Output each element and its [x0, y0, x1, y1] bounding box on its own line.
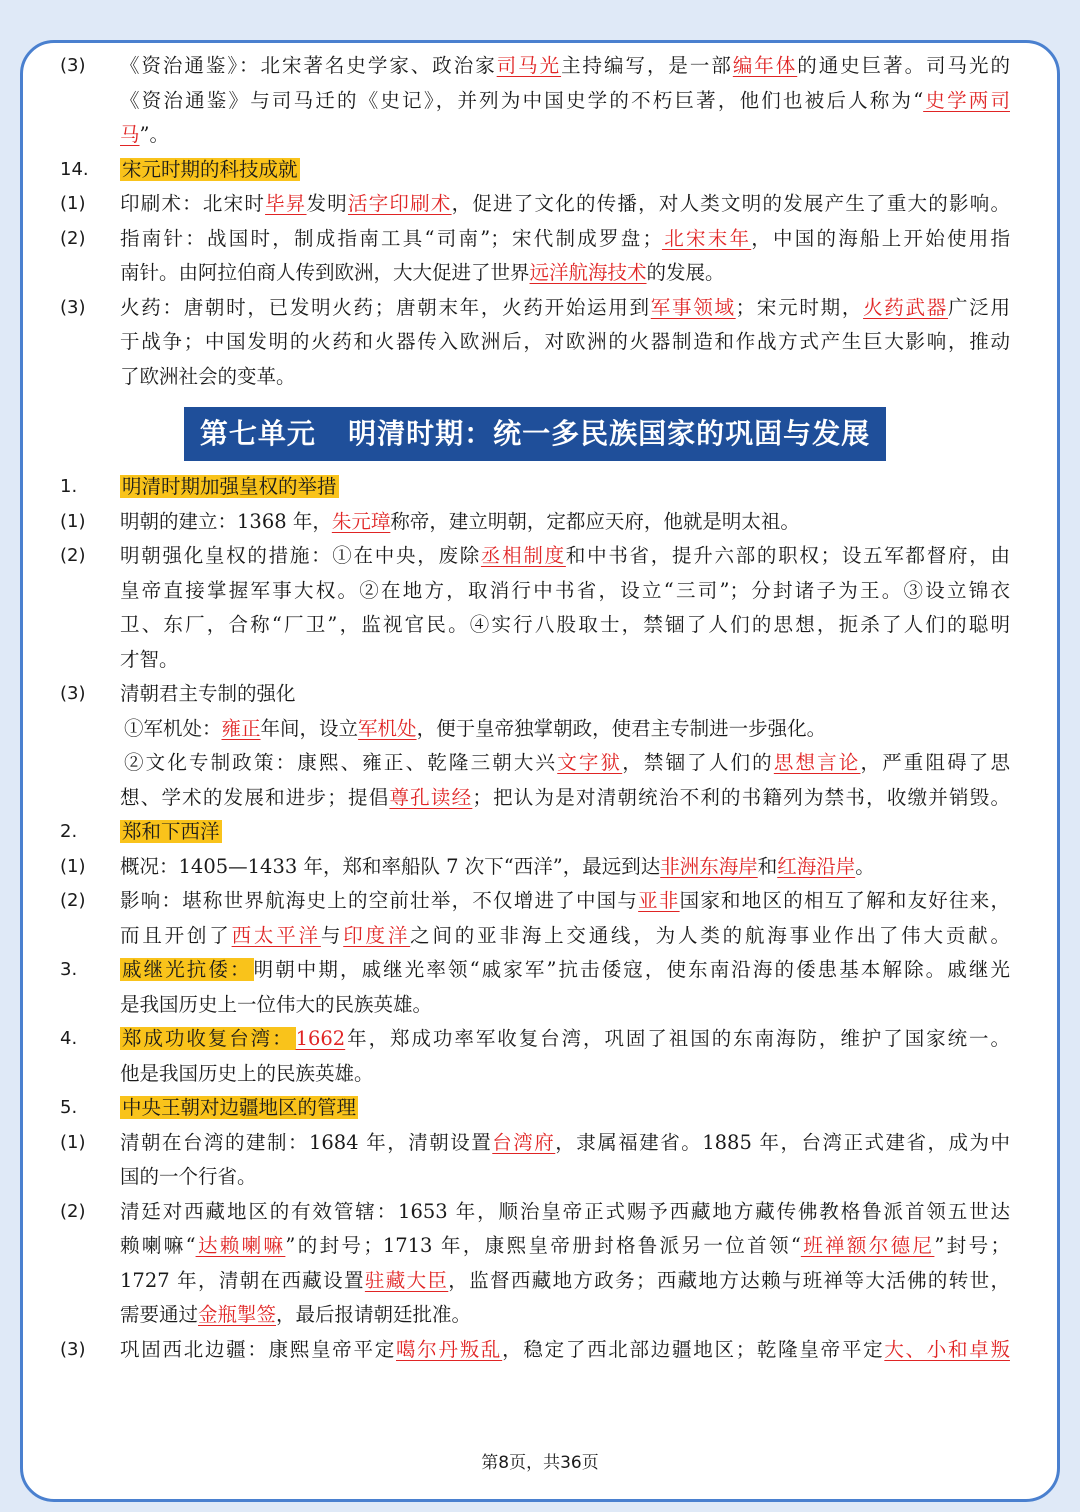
text-line: [60, 919, 1010, 954]
line-text: 才智。: [120, 647, 179, 671]
keyword: 文字狱: [557, 751, 623, 774]
line-text: 清朝君主专制的强化: [120, 682, 296, 705]
line-text: [120, 539, 1010, 574]
keyword: 尊孔读经: [389, 785, 473, 809]
text-run: 广泛用: [947, 295, 1010, 319]
text-line: [60, 712, 1010, 747]
keyword: 亚非: [638, 889, 680, 912]
text-line: [60, 781, 1010, 816]
item-number: 5.: [60, 1097, 78, 1118]
text-run: 指南针：战国时，制成指南工具“司南”；宋代制成罗盘；: [120, 226, 662, 250]
keyword: 1662: [295, 1027, 346, 1050]
highlighted-heading: 明清时期加强皇权的举措: [122, 475, 337, 498]
text-run: 南针。由阿拉伯商人传到欧洲，大大促进了世界: [120, 261, 530, 284]
keyword: 思想言论: [773, 751, 861, 774]
keyword: 火药武器: [863, 295, 948, 319]
text-run: ②文化专制政策：康熙、雍正、乾隆三朝大兴: [124, 751, 558, 774]
keyword: 军机处: [358, 716, 417, 740]
text-line: [60, 256, 1010, 291]
highlighted-heading: 郑和下西洋: [122, 820, 220, 843]
text-line: [60, 608, 1010, 643]
text-run: 想、学术的发展和进步；提倡: [120, 785, 390, 809]
keyword: 金瓶掣签: [198, 1303, 277, 1326]
keyword: 大、小和卓叛: [884, 1337, 1010, 1361]
text-line: [60, 1333, 1010, 1368]
text-run: ”的封号；1713 年，康熙皇帝册封格鲁派另一位首领“: [285, 1234, 801, 1257]
line-text: [120, 850, 1010, 885]
line-text: [120, 884, 1010, 919]
text-run: ，便于皇帝独掌朝政，使君主专制进一步强化。: [416, 716, 827, 740]
text-line: [60, 1057, 1010, 1092]
page-content: [60, 49, 1010, 1367]
text-run: 年间，设立: [260, 716, 359, 740]
line-text: 卫、东厂，合称“厂卫”，监视官民。④实行八股取士，禁锢了人们的思想，扼杀了人们的聪明: [120, 613, 1010, 636]
text-run: 1727 年，清朝在西藏设置: [120, 1268, 365, 1292]
text-line: [60, 988, 1010, 1023]
text-line: [60, 49, 1010, 84]
text-run: ；宋元时期，: [735, 295, 864, 319]
text-run: 发明: [306, 192, 348, 215]
text-run: ，最后报请朝廷批准。: [276, 1303, 472, 1326]
line-text: [120, 1022, 1010, 1057]
line-text: 于战争；中国发明的火药和火器传入欧洲后，对欧洲的火器制造和作战方式产生巨大影响，推动: [120, 330, 1010, 353]
text-run: 称帝，建立明朝，定都应天府，他就是明太祖。: [390, 509, 800, 533]
keyword: 北宋末年: [661, 226, 752, 250]
text-run: 年，郑成功率军收复台湾，巩固了祖国的东南海防，维护了国家统一。: [345, 1027, 1010, 1050]
keyword: 军事领域: [650, 295, 736, 319]
line-text: 是我国历史上一位伟大的民族英雄。: [120, 992, 433, 1016]
text-run: 影响：堪称世界航海史上的空前壮举，不仅增进了中国与: [120, 889, 639, 912]
text-line: [60, 643, 1010, 678]
item-number: (2): [60, 545, 86, 566]
text-run: 的通史巨著。司马光的: [797, 54, 1010, 77]
text-run: ①军机处：: [124, 716, 222, 740]
highlighted-heading: 戚继光抗倭：: [122, 958, 252, 981]
text-run: ，稳定了西北部边疆地区；乾隆皇帝平定: [502, 1337, 885, 1361]
line-text: 清廷对西藏地区的有效管辖：1653 年，顺治皇帝正式赐予西藏地方藏传佛教格鲁派首领五世达: [120, 1199, 1010, 1223]
line-text: [120, 187, 1010, 222]
item-number: (2): [60, 227, 86, 249]
page-number: 第8页，共36页: [481, 1453, 599, 1473]
line-text: 皇帝直接掌握军事大权。②在地方，取消行中书省，设立“三司”；分封诸子为王。③设立锦衣: [120, 578, 1010, 602]
line-text: [120, 49, 1010, 84]
keyword: 噶尔丹叛乱: [396, 1337, 503, 1361]
text-line: [60, 746, 1010, 781]
text-run: 《资治通鉴》与司马迁的《史记》，并列为中国史学的不朽巨著，他们也被后人称为“: [120, 88, 924, 112]
text-line: [60, 1298, 1010, 1333]
text-run: 和中书省，提升六部的职权；设五军都督府，由: [565, 544, 1010, 567]
keyword: 雍正: [221, 716, 261, 740]
keyword: 司马光: [496, 54, 562, 77]
item-number: 14.: [60, 158, 89, 180]
line-text: [120, 153, 1010, 188]
item-number: (3): [60, 1338, 86, 1360]
line-text: [120, 1126, 1010, 1161]
item-number: (1): [60, 193, 86, 214]
text-line: [60, 1264, 1010, 1299]
text-run: 主持编写，是一部: [561, 54, 733, 77]
line-text: [124, 746, 1010, 781]
text-line: [60, 1195, 1010, 1230]
keyword: 马: [120, 123, 140, 146]
keyword: 驻藏大臣: [364, 1268, 449, 1292]
line-text: [120, 118, 1010, 153]
text-run: 《资治通鉴》：北宋著名史学家、政治家: [120, 54, 497, 77]
text-run: 而且开创了: [120, 923, 232, 947]
text-run: 之间的亚非海上交通线，为人类的航海事业作出了伟大贡献。: [410, 923, 1010, 947]
item-number: (3): [60, 55, 86, 76]
line-text: [124, 712, 1010, 747]
line-text: [120, 919, 1010, 954]
keyword: 毕昇: [265, 192, 307, 215]
text-run: ”。: [139, 123, 169, 146]
keyword: 印度洋: [343, 923, 411, 947]
keyword: 活字印刷术: [347, 192, 452, 215]
text-run: ；把认为是对清朝统治不利的书籍列为禁书，收缴并销毁。: [472, 785, 1010, 809]
line-text: [120, 84, 1010, 119]
item-number: (2): [60, 890, 86, 911]
text-run: 明朝中期，戚继光率领“戚家军”抗击倭寇，使东南沿海的倭患基本解除。戚继光: [253, 958, 1010, 981]
keyword: 编年体: [732, 54, 798, 77]
section-heading: [60, 953, 1010, 988]
item-number: (1): [60, 1131, 86, 1153]
line-text: [120, 815, 1010, 850]
item-number: 2.: [60, 821, 78, 842]
line-text: [120, 1264, 1010, 1299]
line-text: [120, 1229, 1010, 1264]
highlighted-heading: 中央王朝对边疆地区的管理: [122, 1096, 357, 1119]
text-run: ，禁锢了人们的: [622, 751, 774, 774]
text-run: 需要通过: [120, 1303, 199, 1326]
highlighted-heading: 郑成功收复台湾：: [122, 1027, 294, 1050]
line-text: [120, 256, 1010, 291]
line-text: [120, 505, 1010, 540]
highlighted-heading: 宋元时期的科技成就: [122, 157, 298, 181]
text-line: [60, 1160, 1010, 1195]
section-heading: [60, 470, 1010, 505]
text-run: 赖喇嘛“: [120, 1234, 196, 1257]
text-line: [60, 505, 1010, 540]
text-line: [60, 539, 1010, 574]
keyword: 丞相制度: [480, 544, 566, 567]
item-number: (1): [60, 855, 86, 877]
keyword: 达赖喇嘛: [195, 1234, 286, 1257]
text-run: 和: [757, 854, 778, 878]
item-number: (2): [60, 1200, 86, 1222]
text-line: [60, 187, 1010, 222]
text-run: 印刷术：北宋时: [120, 192, 266, 215]
item-number: 4.: [60, 1028, 78, 1049]
item-number: (3): [60, 296, 86, 318]
keyword: 班禅额尔德尼: [800, 1234, 935, 1257]
text-line: [60, 291, 1010, 326]
item-number: 1.: [60, 476, 78, 497]
text-run: ”封号；: [934, 1234, 1010, 1257]
text-line: [60, 84, 1010, 119]
keyword: 红海沿岸: [777, 854, 856, 878]
keyword: 远洋航海技术: [529, 261, 647, 284]
section-heading: [60, 1022, 1010, 1057]
text-run: ，中国的海船上开始使用指: [751, 226, 1010, 250]
text-line: [60, 1126, 1010, 1161]
text-line: [60, 884, 1010, 919]
text-run: ，促进了文化的传播，对人类文明的发展产生了重大的影响。: [451, 192, 1010, 215]
keyword: 朱元璋: [331, 509, 391, 533]
line-text: [120, 291, 1010, 326]
line-text: [120, 470, 1010, 505]
text-line: [60, 118, 1010, 153]
item-number: (1): [60, 510, 86, 532]
line-text: [120, 781, 1010, 816]
keyword: 非洲东海岸: [660, 854, 758, 878]
text-run: 与: [320, 923, 344, 947]
text-run: 明朝的建立：1368 年，: [120, 509, 332, 533]
text-run: 巩固西北边疆：康熙皇帝平定: [120, 1337, 396, 1361]
text-run: 。: [855, 854, 875, 878]
line-text: [120, 1298, 1010, 1333]
text-run: ，隶属福建省。1885 年，台湾正式建省，成为中: [555, 1130, 1011, 1154]
section-heading: [60, 153, 1010, 188]
text-line: [60, 325, 1010, 360]
text-line: [60, 574, 1010, 609]
item-number: 3.: [60, 959, 78, 980]
text-run: ，严重阻碍了思: [860, 751, 1010, 774]
text-run: ，监督西藏地方政务；西藏地方达赖与班禅等大活佛的转世，: [448, 1268, 1010, 1292]
unit-banner-wrap: [60, 407, 1010, 461]
text-run: 概况：1405—1433 年，郑和率船队 7 次下“西洋”，最远到达: [120, 854, 661, 878]
line-text: [120, 953, 1010, 988]
text-line: [60, 1229, 1010, 1264]
unit-banner: 第七单元 明清时期：统一多民族国家的巩固与发展: [184, 407, 886, 461]
item-number: (3): [60, 683, 86, 704]
line-text: [120, 1333, 1010, 1368]
keyword: 台湾府: [492, 1130, 556, 1154]
line-text: [120, 1091, 1010, 1126]
section-heading: [60, 1091, 1010, 1126]
text-line: [60, 360, 1010, 395]
keyword: 西太平洋: [231, 923, 321, 947]
text-line: [60, 222, 1010, 257]
text-run: 清朝在台湾的建制：1684 年，清朝设置: [120, 1130, 493, 1154]
text-line: [60, 850, 1010, 885]
keyword: 史学两司: [923, 88, 1010, 112]
line-text: 了欧洲社会的变革。: [120, 364, 296, 388]
line-text: [120, 222, 1010, 257]
line-text: 他是我国历史上的民族英雄。: [120, 1061, 374, 1085]
section-heading: [60, 815, 1010, 850]
text-run: 的发展。: [646, 261, 725, 284]
text-run: 国家和地区的相互了解和友好往来，: [679, 889, 1010, 912]
text-line: [60, 677, 1010, 712]
line-text: 国的一个行省。: [120, 1165, 257, 1188]
text-run: 明朝强化皇权的措施：①在中央，废除: [120, 544, 481, 567]
text-run: 火药：唐朝时，已发明火药；唐朝末年，火药开始运用到: [120, 295, 651, 319]
